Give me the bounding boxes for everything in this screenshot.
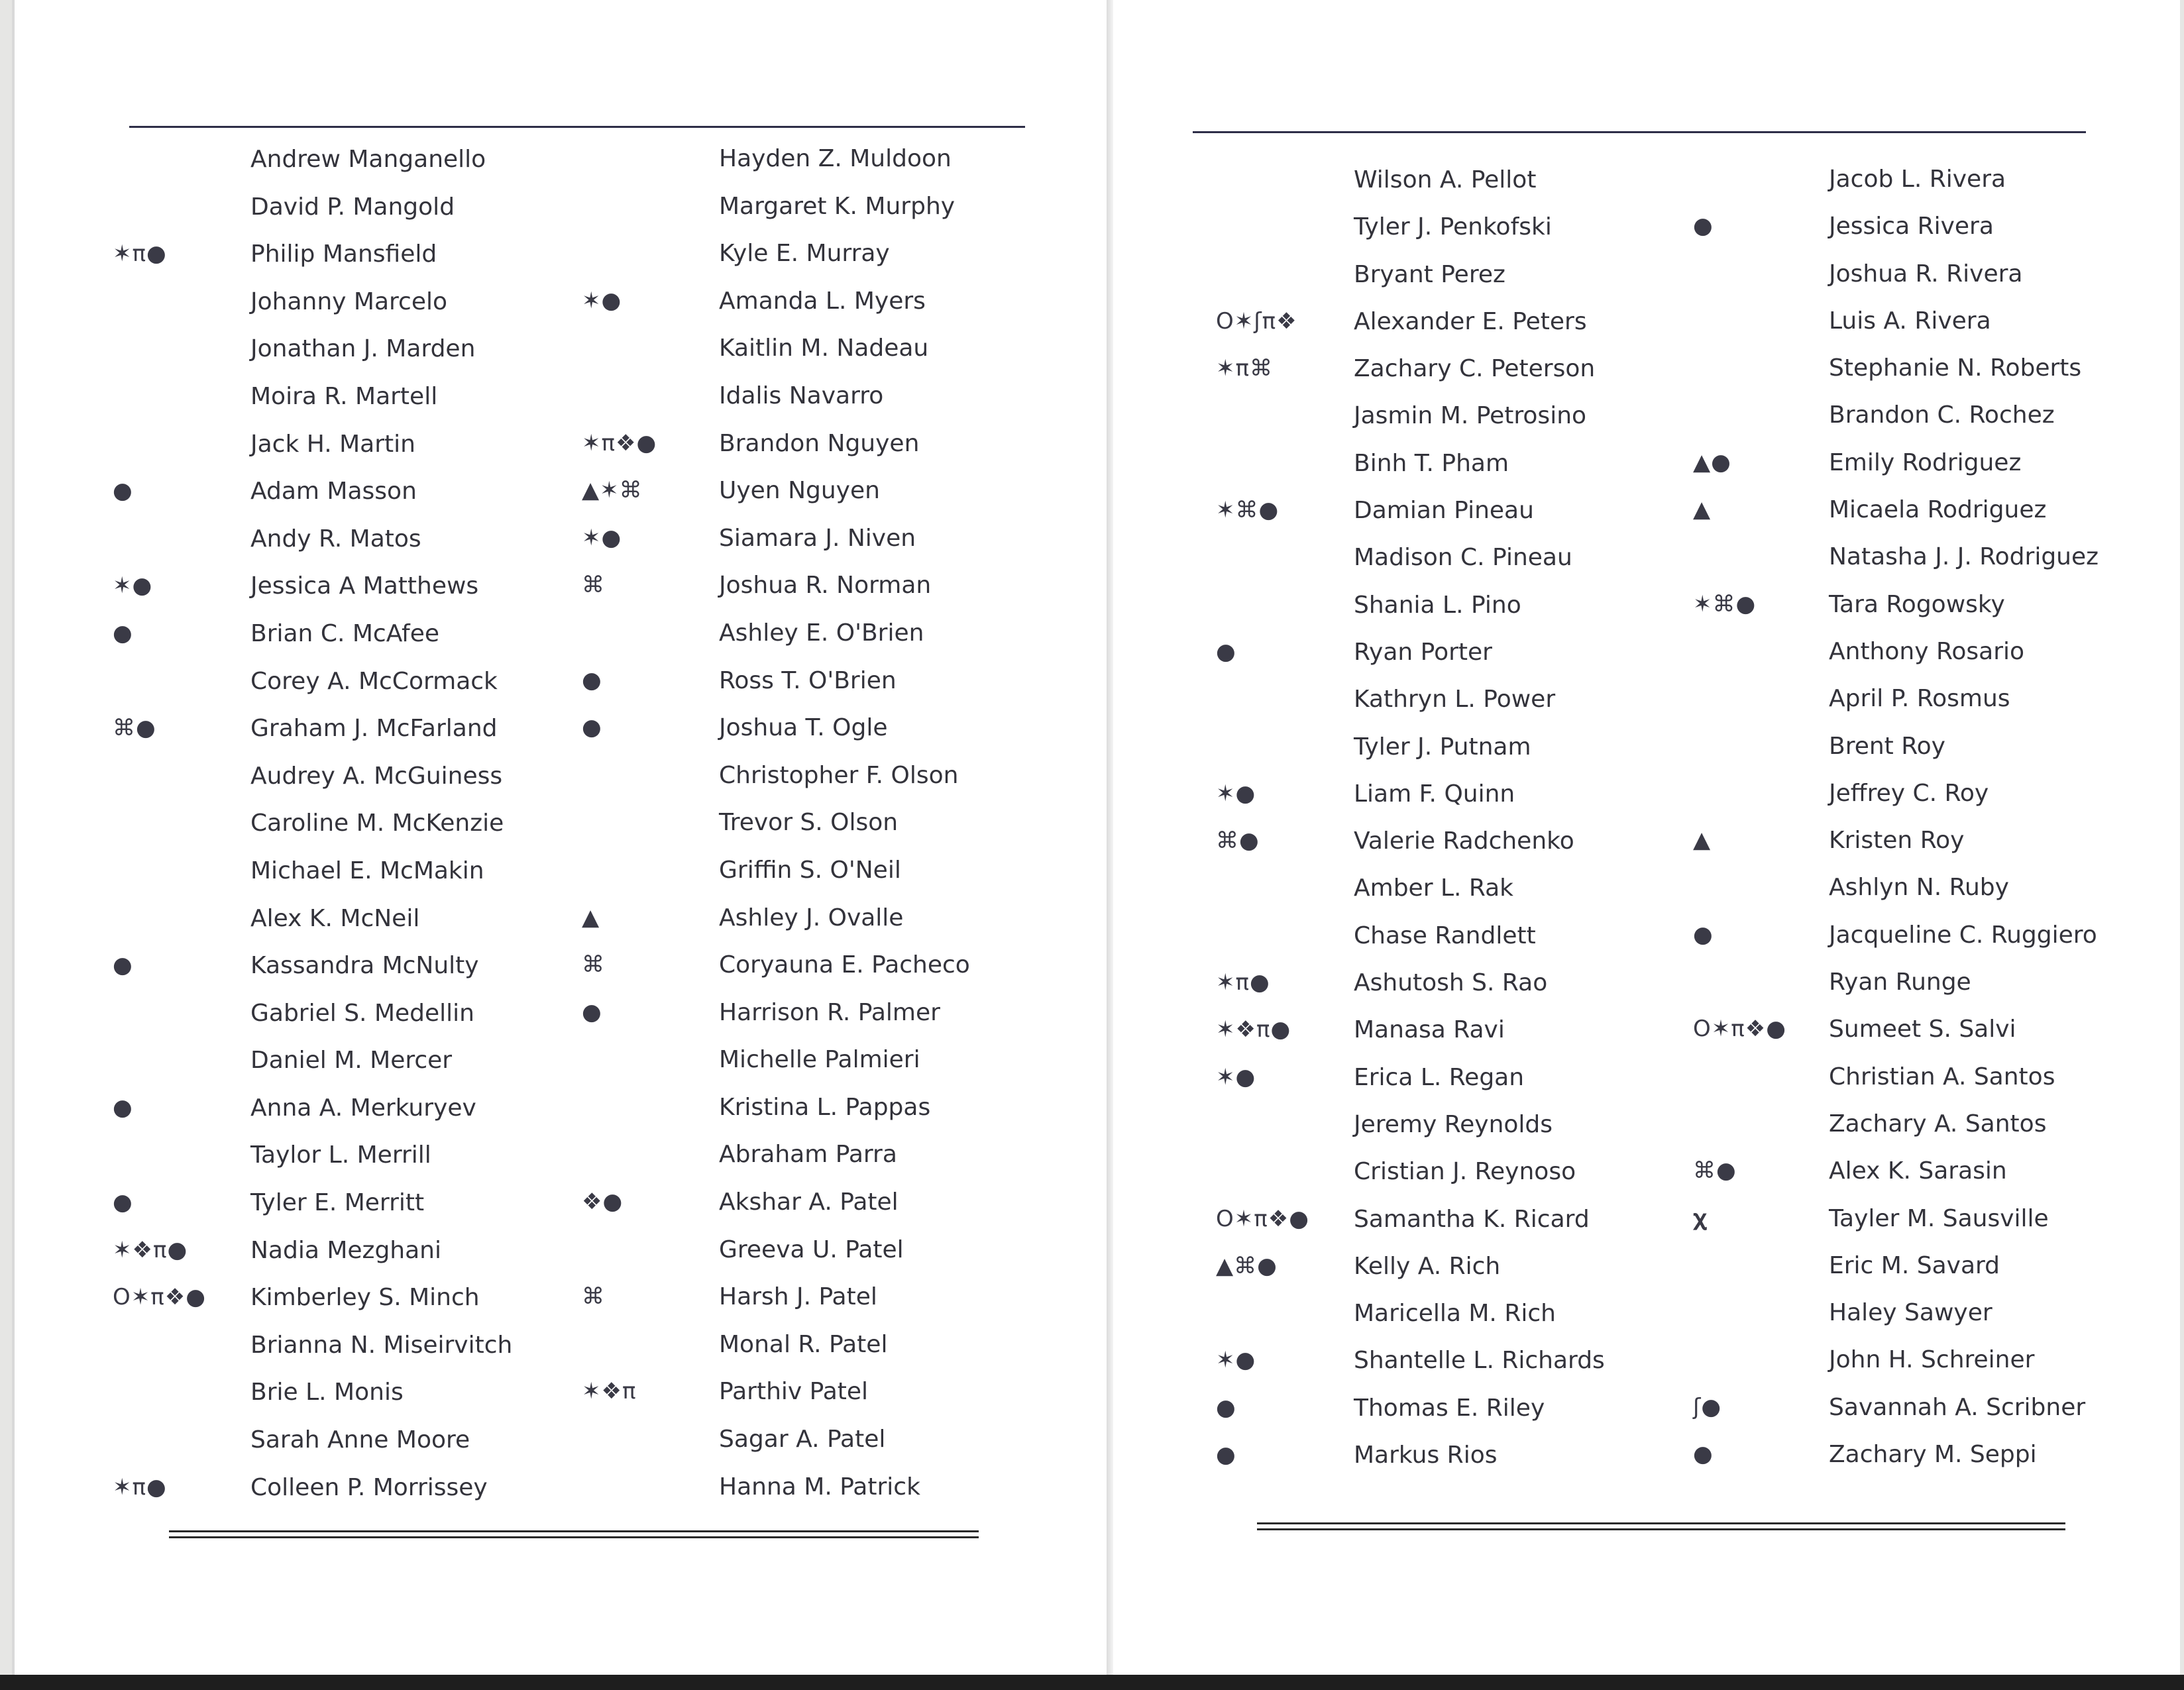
- roster-row: [576, 799, 1040, 847]
- student-name: Markus Rios: [1354, 1442, 1498, 1469]
- roster-row: [1216, 959, 1680, 1006]
- student-name: Brian C. McAfee: [250, 619, 440, 647]
- honor-symbols: ✶●: [1216, 1347, 1256, 1374]
- student-name: Michael E. McMakin: [250, 857, 484, 884]
- student-name: Zachary A. Santos: [1829, 1110, 2047, 1137]
- student-name: Greeva U. Patel: [719, 1236, 904, 1263]
- student-name: Margaret K. Murphy: [719, 192, 956, 220]
- student-name: Harrison R. Palmer: [719, 998, 940, 1026]
- student-name: Kimberley S. Minch: [250, 1284, 480, 1312]
- roster-row: [113, 705, 576, 753]
- student-name: Stephanie N. Roberts: [1829, 354, 2082, 382]
- roster-row: [576, 1226, 1040, 1274]
- student-name: Akshar A. Patel: [719, 1188, 899, 1216]
- roster-row: [1216, 440, 1680, 487]
- roster-row: [113, 1179, 576, 1227]
- honor-symbols: ✶π●: [113, 240, 167, 268]
- roster-row: [576, 1036, 1040, 1084]
- student-name: Griffin S. O'Neil: [719, 856, 901, 884]
- roster-row: [576, 183, 1040, 231]
- honor-symbols: ●: [113, 1094, 133, 1121]
- student-name: Jeffrey C. Roy: [1829, 779, 1989, 807]
- student-name: Christopher F. Olson: [719, 761, 959, 789]
- student-name: Nadia Mezghani: [250, 1236, 441, 1264]
- roster-row: [113, 515, 576, 563]
- student-name: Ross T. O'Brien: [719, 666, 897, 694]
- roster-row: [1693, 1289, 2157, 1336]
- student-name: Anna A. Merkuryev: [250, 1094, 476, 1122]
- honor-symbols: ●: [1216, 638, 1236, 665]
- roster-row: [113, 1227, 576, 1275]
- student-name: Kathryn L. Power: [1354, 686, 1556, 713]
- student-name: Madison C. Pineau: [1354, 544, 1572, 572]
- student-name: John H. Schreiner: [1829, 1346, 2035, 1374]
- student-name: Kyle E. Murray: [719, 240, 890, 268]
- student-name: Ryan Runge: [1829, 969, 1971, 996]
- honor-symbols: ▲: [1693, 496, 1712, 523]
- honor-symbols: 𝛘: [1693, 1204, 1708, 1232]
- roster-row: [1693, 581, 2157, 628]
- roster-row: [113, 373, 576, 421]
- roster-row: [1216, 1148, 1680, 1195]
- roster-row: [576, 752, 1040, 800]
- roster-row: [1216, 1432, 1680, 1479]
- student-name: Binh T. Pham: [1354, 449, 1509, 477]
- roster-row: [1693, 1147, 2157, 1194]
- honor-symbols: ✶●: [582, 287, 622, 314]
- roster-row: [113, 1322, 576, 1369]
- roster-row: [113, 1037, 576, 1084]
- roster-row: [1693, 344, 2157, 392]
- student-name: Joshua T. Ogle: [719, 714, 888, 742]
- student-name: Johanny Marcelo: [250, 288, 447, 315]
- roster-row: [576, 1131, 1040, 1179]
- honor-symbols: ✶⌘●: [1693, 590, 1757, 617]
- roster-row: [113, 800, 576, 847]
- student-name: Zachary C. Peterson: [1354, 355, 1596, 383]
- roster-row: [576, 1463, 1040, 1511]
- honor-symbols: ❖●: [582, 1188, 624, 1216]
- honor-symbols: O✶π❖●: [113, 1284, 206, 1311]
- roster-row: [1693, 864, 2157, 911]
- right-page-column-1: [1216, 156, 1680, 1479]
- student-name: Christian A. Santos: [1829, 1063, 2055, 1090]
- roster-row: [1693, 297, 2157, 344]
- bottom-double-rule-right: [1257, 1522, 2065, 1530]
- roster-row: [113, 231, 576, 278]
- honor-symbols: ●: [582, 998, 602, 1026]
- roster-row: [113, 1274, 576, 1322]
- honor-symbols: ✶❖π●: [1216, 1016, 1291, 1043]
- roster-row: [576, 704, 1040, 752]
- roster-row: [1216, 345, 1680, 392]
- student-name: April P. Rosmus: [1829, 685, 2010, 713]
- student-name: Haley Sawyer: [1829, 1299, 1993, 1327]
- roster-row: [576, 278, 1040, 325]
- roster-row: [1693, 1431, 2157, 1478]
- student-name: Daniel M. Mercer: [250, 1047, 453, 1075]
- roster-row: [113, 942, 576, 990]
- roster-row: [113, 184, 576, 231]
- student-name: Amber L. Rak: [1354, 874, 1514, 902]
- student-name: Jacob L. Rivera: [1829, 166, 2006, 193]
- roster-row: [576, 515, 1040, 562]
- student-name: Ashley J. Ovalle: [719, 904, 904, 931]
- roster-row: [576, 562, 1040, 609]
- honor-symbols: ✶❖π: [582, 1378, 637, 1405]
- student-name: Coryauna E. Pacheco: [719, 951, 970, 979]
- roster-row: [1216, 1006, 1680, 1053]
- honor-symbols: O✶π❖●: [1693, 1016, 1786, 1043]
- honor-symbols: ✶●: [582, 524, 622, 551]
- student-name: Tayler M. Sausville: [1829, 1204, 2049, 1232]
- roster-row: [1693, 1384, 2157, 1431]
- student-name: Bryant Perez: [1354, 260, 1505, 288]
- roster-row: [113, 990, 576, 1037]
- student-name: Tyler J. Penkofski: [1354, 213, 1552, 241]
- honor-symbols: ✶●: [1216, 1063, 1256, 1090]
- honor-symbols: ▲✶⌘: [582, 477, 643, 504]
- roster-row: [1693, 959, 2157, 1006]
- student-name: Sarah Anne Moore: [250, 1426, 470, 1454]
- student-name: Taylor L. Merrill: [250, 1141, 431, 1169]
- student-name: Anthony Rosario: [1829, 637, 2025, 665]
- roster-row: [1693, 439, 2157, 486]
- honor-symbols: ●: [1216, 1442, 1236, 1469]
- roster-row: [576, 1273, 1040, 1321]
- roster-row: [113, 562, 576, 610]
- honor-symbols: O✶π❖●: [1216, 1205, 1309, 1232]
- roster-row: [1216, 156, 1680, 203]
- student-name: Micaela Rodriguez: [1829, 496, 2047, 524]
- honor-symbols: ●: [582, 714, 602, 741]
- student-name: Moira R. Martell: [250, 382, 438, 410]
- honor-symbols: ⌘●: [1693, 1157, 1737, 1185]
- student-name: Joshua R. Rivera: [1829, 260, 2023, 288]
- student-name: Alex K. Sarasin: [1829, 1157, 2007, 1185]
- honor-symbols: ʃ●: [1693, 1393, 1722, 1420]
- roster-row: [113, 1369, 576, 1416]
- student-name: Harsh J. Patel: [719, 1283, 877, 1311]
- roster-row: [1693, 1195, 2157, 1242]
- roster-row: [576, 325, 1040, 372]
- roster-row: [1216, 770, 1680, 818]
- roster-row: [576, 609, 1040, 657]
- student-name: Caroline M. McKenzie: [250, 810, 504, 837]
- student-name: Uyen Nguyen: [719, 477, 880, 505]
- student-name: Kristen Roy: [1829, 827, 1965, 855]
- roster-row: [1216, 1054, 1680, 1101]
- roster-row: [576, 467, 1040, 515]
- student-name: Monal R. Patel: [719, 1330, 888, 1358]
- roster-row: [576, 230, 1040, 278]
- student-name: Natasha J. J. Rodriguez: [1829, 543, 2099, 571]
- student-name: Wilson A. Pellot: [1354, 166, 1537, 193]
- honor-symbols: ⌘: [582, 572, 605, 599]
- honor-symbols: ●: [113, 619, 133, 647]
- roster-row: [113, 1416, 576, 1464]
- student-name: Michelle Palmieri: [719, 1046, 920, 1074]
- student-name: Alexander E. Peters: [1354, 307, 1587, 335]
- roster-row: [1693, 203, 2157, 250]
- honor-symbols: ●: [113, 952, 133, 979]
- honor-symbols: O✶ʃπ❖: [1216, 307, 1297, 335]
- student-name: Jeremy Reynolds: [1354, 1110, 1553, 1138]
- student-name: Emily Rodriguez: [1829, 449, 2022, 476]
- student-name: Kelly A. Rich: [1354, 1252, 1501, 1280]
- honor-symbols: ✶π●: [1216, 969, 1270, 996]
- roster-row: [1216, 865, 1680, 912]
- roster-row: [113, 1464, 576, 1512]
- student-name: Jessica A Matthews: [250, 572, 479, 600]
- roster-row: [1216, 1243, 1680, 1290]
- student-name: Hayden Z. Muldoon: [719, 145, 952, 172]
- student-name: Sagar A. Patel: [719, 1426, 886, 1453]
- student-name: Jacqueline C. Ruggiero: [1829, 921, 2097, 949]
- roster-row: [1216, 1337, 1680, 1384]
- roster-row: [1693, 156, 2157, 203]
- honor-symbols: ✶π⌘: [1216, 355, 1273, 382]
- student-name: Ashley E. O'Brien: [719, 619, 924, 647]
- student-name: Liam F. Quinn: [1354, 780, 1515, 808]
- roster-row: [113, 421, 576, 468]
- roster-row: [1693, 392, 2157, 439]
- student-name: Brandon Nguyen: [719, 429, 920, 457]
- honor-symbols: ▲: [1693, 827, 1712, 854]
- student-name: Luis A. Rivera: [1829, 307, 1991, 335]
- student-name: Idalis Navarro: [719, 382, 884, 409]
- honor-symbols: ●: [1216, 1394, 1236, 1421]
- honor-symbols: ▲⌘●: [1216, 1252, 1278, 1279]
- roster-row: [113, 278, 576, 326]
- student-name: Corey A. McCormack: [250, 667, 498, 695]
- student-name: Trevor S. Olson: [719, 809, 899, 837]
- honor-symbols: ✶●: [113, 572, 153, 600]
- roster-row: [1693, 533, 2157, 580]
- student-name: Siamara J. Niven: [719, 524, 916, 552]
- student-name: Tyler E. Merritt: [250, 1189, 425, 1217]
- student-name: Erica L. Regan: [1354, 1063, 1525, 1091]
- honor-symbols: ●: [113, 1189, 133, 1216]
- student-name: Joshua R. Norman: [719, 572, 932, 600]
- roster-row: [576, 847, 1040, 894]
- student-name: Brandon C. Rochez: [1829, 401, 2055, 429]
- roster-row: [1693, 250, 2157, 297]
- honor-symbols: ⌘: [582, 1283, 605, 1310]
- student-name: Valerie Radchenko: [1354, 827, 1574, 855]
- student-name: Brianna N. Miseirvitch: [250, 1331, 513, 1359]
- roster-row: [113, 468, 576, 515]
- student-name: Graham J. McFarland: [250, 715, 498, 743]
- roster-row: [576, 420, 1040, 468]
- student-name: Kaitlin M. Nadeau: [719, 335, 929, 362]
- student-name: Tara Rogowsky: [1829, 590, 2005, 618]
- honor-symbols: ✶π❖●: [582, 429, 657, 456]
- roster-row: [1216, 1101, 1680, 1148]
- scan-edge: [0, 1675, 2184, 1690]
- roster-row: [113, 895, 576, 943]
- roster-row: [1693, 1053, 2157, 1100]
- roster-row: [576, 1368, 1040, 1416]
- student-name: David P. Mangold: [250, 193, 455, 221]
- roster-row: [576, 1084, 1040, 1132]
- top-rule-right: [1193, 131, 2086, 133]
- left-page-column-1: [113, 136, 576, 1511]
- honor-symbols: ⌘: [582, 951, 605, 978]
- honor-symbols: ✶π●: [113, 1473, 167, 1501]
- roster-row: [576, 941, 1040, 989]
- roster-row: [113, 658, 576, 706]
- roster-row: [113, 753, 576, 800]
- roster-row: [576, 657, 1040, 705]
- book-spine: [1107, 0, 1113, 1675]
- student-name: Shania L. Pino: [1354, 591, 1521, 619]
- roster-row: [113, 610, 576, 658]
- roster-row: [1693, 675, 2157, 722]
- student-name: Damian Pineau: [1354, 497, 1534, 525]
- student-name: Ashlyn N. Ruby: [1829, 874, 2009, 902]
- student-name: Audrey A. McGuiness: [250, 762, 503, 790]
- student-name: Philip Mansfield: [250, 240, 437, 268]
- honor-symbols: ⌘●: [1216, 827, 1260, 855]
- roster-row: [1693, 628, 2157, 675]
- roster-row: [113, 847, 576, 895]
- student-name: Jessica Rivera: [1829, 213, 1994, 240]
- student-name: Adam Masson: [250, 478, 417, 505]
- roster-row: [1216, 1290, 1680, 1337]
- roster-row: [1216, 676, 1680, 723]
- student-name: Alex K. McNeil: [250, 904, 420, 932]
- student-name: Kristina L. Pappas: [719, 1093, 931, 1121]
- honor-symbols: ✶●: [1216, 780, 1256, 807]
- student-name: Andrew Manganello: [250, 146, 486, 173]
- roster-row: [576, 1321, 1040, 1369]
- student-name: Maricella M. Rich: [1354, 1300, 1556, 1328]
- roster-row: [1216, 1196, 1680, 1243]
- student-name: Hanna M. Patrick: [719, 1473, 920, 1501]
- honor-symbols: ●: [1693, 1441, 1714, 1468]
- roster-row: [576, 372, 1040, 420]
- student-name: Ashutosh S. Rao: [1354, 969, 1548, 997]
- student-name: Tyler J. Putnam: [1354, 733, 1531, 761]
- student-name: Shantelle L. Richards: [1354, 1347, 1605, 1375]
- student-name: Brie L. Monis: [250, 1379, 404, 1406]
- honor-symbols: ▲: [582, 904, 600, 931]
- roster-row: [1216, 203, 1680, 250]
- student-name: Jasmin M. Petrosino: [1354, 402, 1587, 430]
- honor-symbols: ●: [1693, 921, 1714, 948]
- student-name: Zachary M. Seppi: [1829, 1441, 2037, 1469]
- roster-row: [1216, 1385, 1680, 1432]
- roster-row: [1216, 251, 1680, 298]
- roster-row: [1693, 723, 2157, 770]
- student-name: Amanda L. Myers: [719, 287, 926, 315]
- honor-symbols: ●: [1693, 213, 1714, 240]
- roster-row: [1216, 818, 1680, 865]
- roster-row: [1216, 392, 1680, 439]
- roster-row: [1216, 582, 1680, 629]
- bottom-double-rule-left: [169, 1530, 979, 1538]
- student-name: Kassandra McNulty: [250, 952, 479, 980]
- honor-symbols: ⌘●: [113, 715, 156, 742]
- roster-row: [1693, 1336, 2157, 1383]
- student-name: Colleen P. Morrissey: [250, 1473, 488, 1501]
- student-name: Chase Randlett: [1354, 922, 1536, 949]
- roster-row: [1693, 1242, 2157, 1289]
- roster-row: [1693, 1006, 2157, 1053]
- roster-row: [576, 989, 1040, 1037]
- student-name: Cristian J. Reynoso: [1354, 1158, 1576, 1186]
- roster-row: [1216, 723, 1680, 770]
- roster-row: [1216, 298, 1680, 345]
- roster-row: [576, 135, 1040, 183]
- honor-symbols: ●: [582, 666, 602, 694]
- roster-row: [1693, 486, 2157, 533]
- honor-symbols: ●: [113, 478, 133, 505]
- left-page-column-2: [576, 135, 1040, 1510]
- right-page-column-2: [1693, 156, 2157, 1478]
- roster-row: [1693, 912, 2157, 959]
- student-name: Thomas E. Riley: [1354, 1394, 1545, 1422]
- roster-row: [1693, 770, 2157, 817]
- student-name: Parthiv Patel: [719, 1378, 869, 1406]
- student-name: Manasa Ravi: [1354, 1016, 1505, 1044]
- student-name: Jack H. Martin: [250, 430, 415, 458]
- top-rule-left: [129, 126, 1025, 128]
- student-name: Eric M. Savard: [1829, 1251, 2000, 1279]
- roster-row: [576, 1416, 1040, 1463]
- roster-row: [576, 894, 1040, 942]
- roster-row: [1216, 487, 1680, 534]
- roster-row: [1216, 629, 1680, 676]
- roster-row: [576, 1179, 1040, 1226]
- student-name: Brent Roy: [1829, 732, 1945, 760]
- honor-symbols: ✶❖π●: [113, 1236, 188, 1263]
- roster-row: [1216, 912, 1680, 959]
- honor-symbols: ▲●: [1693, 449, 1731, 476]
- roster-row: [1693, 817, 2157, 864]
- roster-row: [1693, 1100, 2157, 1147]
- roster-row: [113, 136, 576, 184]
- student-name: Samantha K. Ricard: [1354, 1205, 1590, 1233]
- roster-row: [113, 1084, 576, 1132]
- honor-symbols: ✶⌘●: [1216, 497, 1280, 524]
- student-name: Sumeet S. Salvi: [1829, 1016, 2016, 1043]
- roster-row: [113, 325, 576, 373]
- student-name: Andy R. Matos: [250, 525, 421, 553]
- student-name: Abraham Parra: [719, 1141, 897, 1169]
- roster-row: [1216, 534, 1680, 581]
- student-name: Jonathan J. Marden: [250, 335, 476, 363]
- roster-row: [113, 1132, 576, 1179]
- student-name: Gabriel S. Medellin: [250, 999, 474, 1027]
- student-name: Ryan Porter: [1354, 638, 1492, 666]
- student-name: Savannah A. Scribner: [1829, 1393, 2086, 1421]
